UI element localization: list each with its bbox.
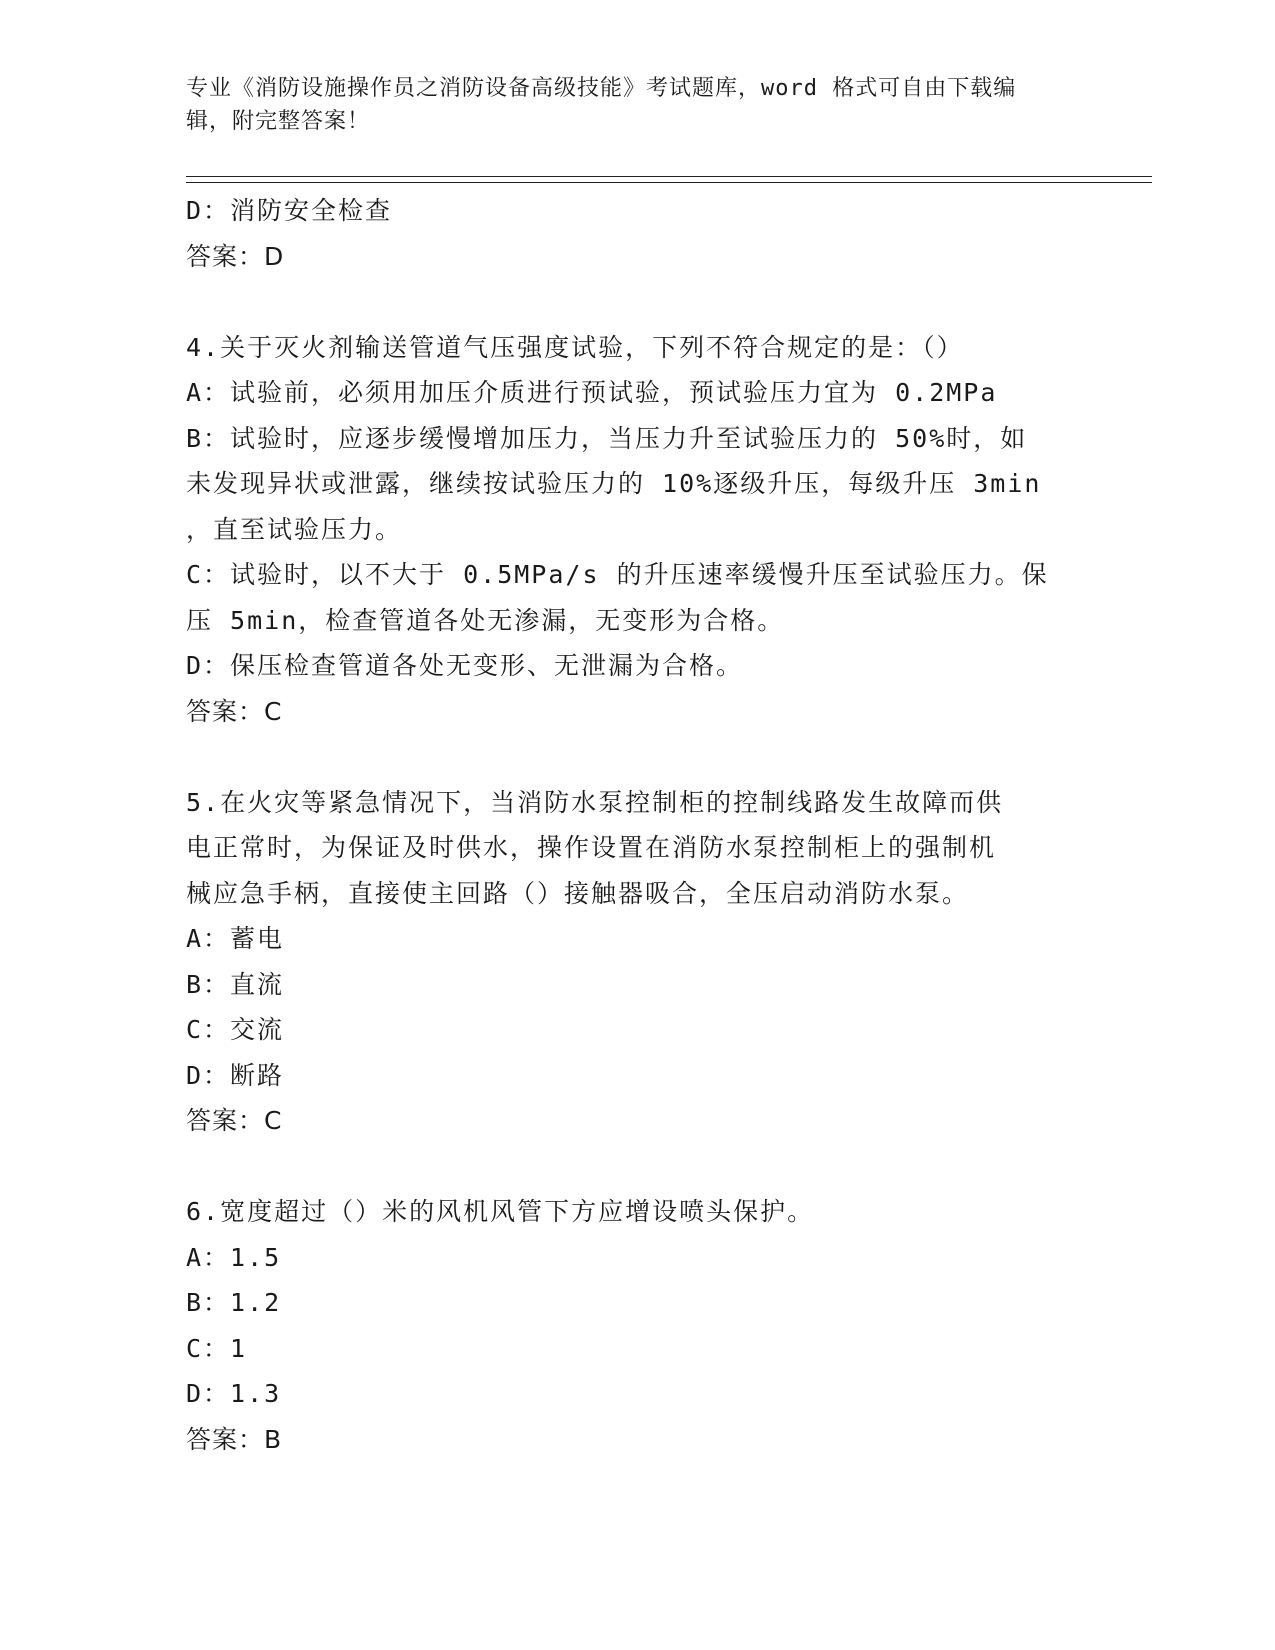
question-6 (186, 1189, 1066, 1462)
option-b: B：1.2 (186, 1288, 282, 1317)
question-5 (186, 780, 1066, 1144)
option-b-continued: 未发现异状或泄露，继续按试验压力的 10%逐级升压，每级升压 3min (186, 469, 1042, 498)
question-stem: 6.宽度超过（）米的风机风管下方应增设喷头保护。 (186, 1197, 815, 1226)
header-divider-top (186, 176, 1152, 177)
option-b-continued: ，直至试验压力。 (186, 514, 403, 544)
option-d: D：1.3 (186, 1379, 282, 1408)
option-d: D：断路 (186, 1060, 285, 1090)
option-b: B：试验时，应逐步缓慢增加压力，当压力升至试验压力的 50%时，如 (186, 423, 1028, 453)
answer: 答案：C (186, 696, 283, 726)
answer: 答案：D (186, 241, 285, 271)
option-c: C：交流 (186, 1015, 285, 1044)
option-c: C：试验时，以不大于 0.5MPa/s 的升压速率缓慢升压至试验压力。保 (186, 560, 1049, 589)
header-line: 专业《消防设施操作员之消防设备高级技能》考试题库，word 格式可自由下载编 (186, 76, 1017, 101)
question-3 (186, 188, 1066, 279)
header-line: 辑，附完整答案！ (186, 109, 371, 134)
answer: 答案：B (186, 1424, 283, 1454)
question-4 (186, 325, 1066, 735)
answer: 答案：C (186, 1106, 283, 1135)
question-stem: 5.在火灾等紧急情况下，当消防水泵控制柜的控制线路发生故障而供 (186, 787, 1004, 817)
question-stem-continued: 械应急手柄，直接使主回路（）接触器吸合，全压启动消防水泵。 (186, 878, 970, 908)
spacer (186, 279, 1066, 325)
option-b: B：直流 (186, 969, 285, 999)
option-a: A：蓄电 (186, 924, 285, 953)
option-d: D：消防安全检查 (186, 196, 393, 225)
option-d: D：保压检查管道各处无变形、无泄漏为合格。 (186, 651, 744, 680)
spacer (186, 1144, 1066, 1190)
option-a: A：试验前，必须用加压介质进行预试验，预试验压力宜为 0.2MPa (186, 378, 998, 407)
option-c-continued: 压 5min，检查管道各处无渗漏，无变形为合格。 (186, 605, 785, 635)
document-header (186, 72, 1066, 138)
header-divider-bottom (186, 182, 1152, 183)
question-stem-continued: 电正常时，为保证及时供水，操作设置在消防水泵控制柜上的强制机 (186, 833, 997, 862)
spacer (186, 734, 1066, 780)
question-list (186, 188, 1066, 1462)
option-a: A：1.5 (186, 1242, 282, 1272)
question-stem: 4.关于灭火剂输送管道气压强度试验，下列不符合规定的是：（） (186, 332, 964, 362)
option-c: C：1 (186, 1333, 248, 1363)
